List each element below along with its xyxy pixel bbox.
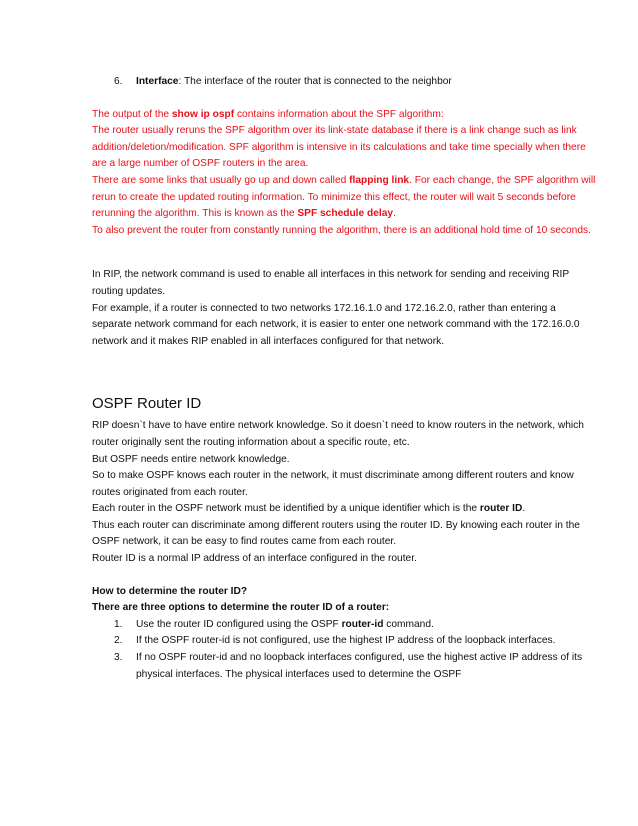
command-show-ip-ospf: show ip ospf [171,108,235,120]
option-text [136,617,434,634]
router-id-p4-b: . [522,503,526,515]
list-item [92,617,598,634]
rip-paragraph-2: For example, if a router is connected to two networks 172.16.1.0 and 172.16.2.0, rather than entering a separate network command for each network, it is easier to enter one network command with the 172.16.0.0 network and it makes RIP enabled in all interfaces configured for that network. [92,302,580,347]
list-number: 6. [114,76,123,87]
term-spf-schedule-delay: SPF schedule delay [297,208,394,220]
list-item [92,650,598,683]
option-text-a: Use the router ID configured using the OSPF [136,618,342,630]
section-heading-router-id: OSPF Router ID [92,395,202,413]
spf-intro-b: contains information about the SPF algorithm: [234,108,444,120]
spf-section [92,107,598,240]
options-list [92,617,598,683]
list-number: 1. [114,618,123,630]
term-interface: Interface [136,76,179,87]
router-id-p4-a: Each router in the OSPF network must be identified by a unique identifier which is the [92,503,480,515]
question-heading [92,584,598,601]
question-heading-text: How to determine the router ID? [92,585,248,597]
list-item [92,633,598,650]
rip-section [92,267,598,350]
term-flapping-link: flapping link [349,174,410,186]
question-subheading [92,600,598,617]
term-router-id: router ID [479,503,523,515]
list-item-interface [92,74,598,91]
router-id-paragraph-1: RIP doesn`t have to have entire network knowledge. So it doesn`t need to know routers in the network, which router originally sent the routing information about a specific route, etc. [92,420,584,448]
option-text: If the OSPF router-id is not configured, use the highest IP address of the loopback interfaces. [136,635,556,647]
list-number: 2. [114,635,123,647]
router-id-section [92,394,598,683]
spf-paragraph-rerun: The router usually reruns the SPF algorithm over its link-state database if there is a link change such as link addition/deletion/modification. SPF algorithm is intensive in its calculations and take time specially when there are a large number of OSPF routers in the area. [92,125,586,170]
router-id-paragraph-2: But OSPF needs entire network knowledge. [92,453,290,465]
option-text: If no OSPF router-id and no loopback interfaces configured, use the highest active IP address of its physical interfaces. The physical interfaces used to determine the OSPF [136,652,583,680]
spf-flap-b: . For each change, the SPF algorithm will rerun to create the updated routing information. To minimize this effect, the router will wait 5 seconds before rerunning the algorithm. This is known as the [92,174,596,220]
question-subheading-text: There are three options to determine the router ID of a router: [92,602,390,614]
router-id-paragraph-4 [92,501,598,518]
spf-intro [92,107,598,124]
spf-paragraph-hold: To also prevent the router from constantly running the algorithm, there is an additional hold time of 10 seconds. [92,224,591,236]
option-text-c: command. [383,618,434,630]
spf-flap-c: . [393,208,396,220]
spf-flap-a: There are some links that usually go up and down called [92,174,350,186]
router-id-paragraph-3: So to make OSPF knows each router in the network, it must discriminate among different routers and know routes originated from each router. [92,470,574,498]
list-item-text [136,74,452,91]
spf-intro-a: The output of the [92,108,172,120]
interface-description: : The interface of the router that is connected to the neighbor [178,76,452,87]
term-router-id-command: router-id [341,618,384,630]
list-number: 3. [114,652,123,664]
router-id-paragraph-5: Thus each router can discriminate among different routers using the router ID. By knowing each router in the OSPF network, it can be easy to find routes came from each router. [92,519,580,548]
router-id-paragraph-6: Router ID is a normal IP address of an interface configured in the router. [92,553,417,565]
spf-paragraph-flapping [92,173,598,223]
rip-paragraph-1: In RIP, the network command is used to enable all interfaces in this network for sending and receiving RIP routing updates. [92,269,569,297]
